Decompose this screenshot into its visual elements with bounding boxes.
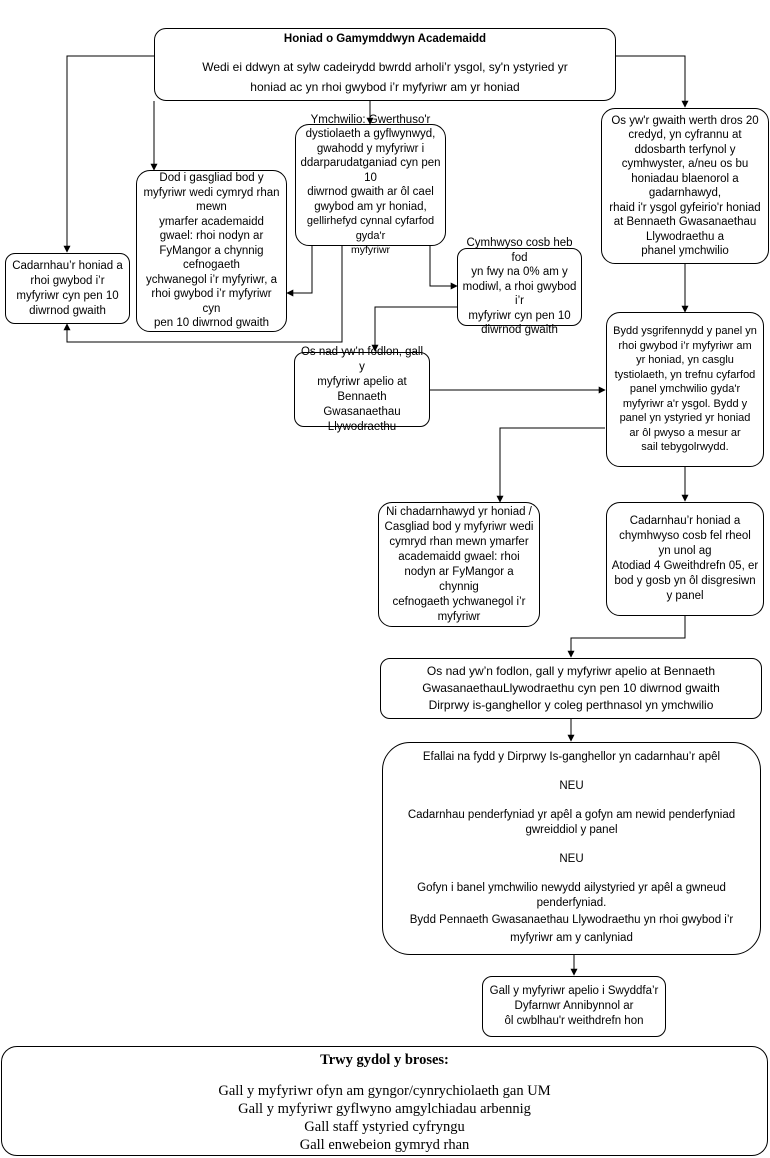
throughout-line: Gall y myfyriwr ofyn am gyngor/cynrychiolaeth gan UM [218, 1083, 551, 1099]
zero-penalty-line: myfyriwr cyn pen 10 [468, 309, 571, 322]
second-appeal-line: GwasanaethauLlywodraethu cyn pen 10 diwrnod gwaith [422, 681, 720, 695]
confirm-penalty-line: bod y gosb yn ôl disgresiwn [614, 575, 756, 587]
arrow-top-to-over20 [616, 56, 685, 107]
ombudsman-line: ôl cwblhau'r weithdrefn hon [504, 1015, 644, 1027]
poor-practice-line: rhoi gwybod i’r myfyriwr cyn [151, 288, 272, 315]
investigate-line: diwrnod gwaith ar ôl cael [307, 186, 434, 198]
zero-penalty-line: modiwl, a rhoi gwybod i’r [462, 280, 577, 308]
confirm-penalty-line: yn unol ag [658, 545, 712, 557]
panel-secretary-line: sail tebygolrwydd. [641, 441, 729, 454]
investigate-line: myfyriwr [350, 244, 391, 256]
second-appeal-box [380, 658, 762, 719]
investigate-line: gwybod am yr honiad, [314, 200, 427, 213]
first-appeal-box [294, 345, 430, 433]
throughout-line: Gall y myfyriwr gyflwyno amgylchiadau arbennig [238, 1101, 531, 1117]
throughout-line: Gall staff ystyried cyfryngu [304, 1119, 465, 1135]
over-20-line: at Bennaeth Gwasanaethau [613, 216, 757, 228]
first-appeal-line: Gwasanaethau Llywodraethu [323, 405, 401, 433]
allegation-box [154, 28, 616, 101]
poor-practice-line: mewn [196, 201, 227, 214]
pvc-option-3b: penderfyniad. [536, 897, 607, 909]
confirm-left-line: diwrnod gwaith [29, 304, 106, 317]
pvc-decision-box [382, 742, 761, 955]
pvc-option-1: Efallai na fydd y Dirprwy Is-ganghellor yn cadarnhau’r apêl [422, 751, 721, 763]
panel-secretary-line: panel yn ystyried yr honiad [619, 412, 751, 425]
pvc-option-3d: myfyriwr am y canlyniad [510, 932, 633, 944]
zero-penalty-line: yn fwy na 0% am y [471, 266, 568, 279]
not-confirmed-line: nodyn ar FyMangor a chynnig [404, 565, 514, 593]
investigate-line: gwahodd y myfyriwr i [316, 142, 425, 155]
ombudsman-line: Dyfarnwr Annibynnol ar [514, 1000, 634, 1012]
over-20-line: cymhwyster, a/neu os bu [621, 158, 749, 170]
poor-practice-line: FyMangor a chynnig [159, 244, 264, 257]
panel-secretary-box [606, 312, 764, 467]
pvc-option-3c: Bydd Pennaeth Gwasanaethau Llywodraethu yn rhoi gwybod i’r [409, 914, 734, 926]
over-20-line: phanel ymchwilio [641, 245, 729, 257]
panel-secretary-line: yr honiad, yn casglu [636, 354, 734, 367]
panel-secretary-line: rhoi gwybod i’r myfyriwr am [618, 339, 752, 352]
poor-practice-line: ychwanegol i’r myfyriwr, a [145, 273, 277, 286]
panel-secretary-line: panel ymchwilio gyda'r [629, 383, 741, 396]
not-confirmed-line: academaidd gwael: rhoi [398, 550, 520, 563]
panel-secretary-line: ar ôl pwyso a mesur ar [629, 426, 741, 439]
poor-practice-box [136, 170, 287, 332]
confirm-allegation-box [5, 253, 130, 324]
pvc-option-3a: Gofyn i banel ymchwilio newydd ailystyried yr apêl a gwneud [417, 882, 726, 894]
poor-practice-line: cefnogaeth [183, 259, 240, 272]
pvc-option-2b: gwreiddiol y panel [525, 824, 618, 836]
panel-secretary-line: tystiolaeth, yn trefnu cyfarfod [614, 368, 756, 381]
first-appeal-line: Os nad yw’n fodlon, gall y [300, 345, 424, 373]
investigate-line: gellirhefyd cynnal cyfarfod gyda'r [306, 215, 435, 242]
poor-practice-line: gwael: rhoi nodyn ar [159, 230, 264, 243]
pvc-option-2a: Cadarnhau penderfyniad yr apêl a gofyn am newid penderfyniad [407, 809, 736, 821]
zero-penalty-line: diwrnod gwaith [481, 324, 558, 337]
confirm-left-line: myfyriwr cyn pen 10 [16, 289, 119, 302]
not-confirmed-box [378, 502, 540, 627]
confirm-penalty-line: Cadarnhau’r honiad a [629, 515, 741, 527]
ombudsman-box [482, 976, 666, 1037]
zero-penalty-box [457, 237, 582, 337]
panel-secretary-line: Bydd ysgrifennydd y panel yn [613, 325, 757, 338]
confirm-left-line: rhoi gwybod i’r [30, 274, 105, 287]
allegation-line-1: Wedi ei ddwyn at sylw cadeirydd bwrdd arholi’r ysgol, sy'n ystyried yr [202, 60, 568, 74]
first-appeal-line: myfyriwr apelio at Bennaeth [317, 375, 407, 403]
ombudsman-line: Gall y myfyriwr apelio i Swyddfa’r [489, 985, 659, 997]
confirm-left-line: Cadarnhau’r honiad a [12, 259, 123, 272]
second-appeal-line: Os nad yw’n fodlon, gall y myfyriwr apelio at Bennaeth [426, 664, 716, 678]
arrow-confirm-penalty-to-appeal2 [571, 616, 685, 657]
poor-practice-line: Dod i gasgliad bod y [159, 172, 264, 185]
investigate-box [295, 113, 446, 256]
panel-secretary-line: myfyriwr a'r ysgol. Bydd y [622, 397, 748, 410]
pvc-or-1: NEU [559, 780, 584, 792]
over-20-line: honiadau blaenorol a [631, 172, 739, 185]
poor-practice-line: myfyriwr wedi cymryd rhan [143, 186, 280, 199]
pvc-or-2: NEU [559, 853, 584, 865]
confirm-penalty-box [606, 502, 764, 616]
second-appeal-line: Dirprwy is-ganghellor y coleg perthnasol yn ymchwilio [428, 698, 714, 712]
confirm-penalty-line: Atodiad 4 Gweithdrefn 05, er [611, 560, 759, 572]
over-20-credits-box [601, 108, 769, 264]
investigate-line: ddarparudatganiad cyn pen 10 [300, 157, 441, 184]
over-20-line: Os yw'r gwaith werth dros 20 [611, 114, 759, 127]
throughout-process-box [1, 1046, 768, 1156]
not-confirmed-line: Ni chadarnhawyd yr honiad / [386, 505, 532, 518]
poor-practice-line: ymarfer academaidd [159, 215, 264, 228]
zero-penalty-line: Cymhwyso cosb heb fod [466, 237, 573, 264]
arrow-panel-to-not-confirmed [500, 428, 605, 502]
investigate-line: Ymchwilio: Gwerthuso'r [310, 113, 431, 126]
investigate-line: dystiolaeth a gyflwynwyd, [305, 128, 436, 140]
over-20-line: gadarnhawyd, [648, 187, 722, 199]
confirm-penalty-line: chymhwyso cosb fel rheol [619, 530, 751, 542]
over-20-line: Llywodraethu a [646, 230, 724, 243]
not-confirmed-line: cymryd rhan mewn ymarfer [389, 535, 529, 548]
not-confirmed-line: cefnogaeth ychwanegol i’r [392, 595, 526, 608]
not-confirmed-line: Casgliad bod y myfyriwr wedi [384, 520, 534, 533]
throughout-title: Trwy gydol y broses: [320, 1052, 449, 1068]
not-confirmed-line: myfyriwr [437, 610, 481, 623]
over-20-line: ddosbarth terfynol y [634, 143, 736, 156]
over-20-line: rhaid i'r ysgol gyfeirio'r honiad [609, 201, 761, 214]
allegation-title: Honiad o Gamymddwyn Academaidd [283, 33, 487, 45]
allegation-line-2: honiad ac yn rhoi gwybod i’r myfyriwr am yr honiad [250, 80, 520, 94]
throughout-line: Gall enwebeion gymryd rhan [299, 1137, 470, 1153]
confirm-penalty-line: y panel [666, 590, 704, 602]
poor-practice-line: pen 10 diwrnod gwaith [153, 317, 270, 330]
over-20-line: credyd, yn cyfrannu at [628, 129, 742, 141]
